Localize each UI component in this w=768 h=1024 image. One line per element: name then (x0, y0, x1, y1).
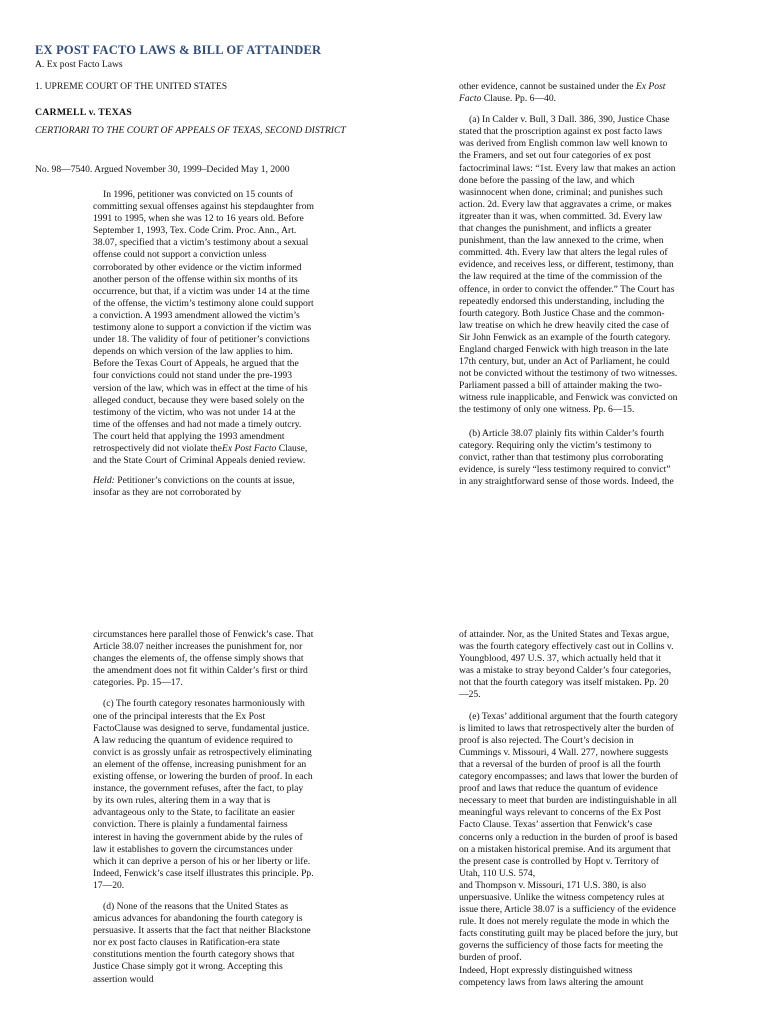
case-name: CARMELL v. TEXAS (35, 107, 132, 118)
text-run: other evidence, cannot be sustained under the (459, 81, 636, 92)
paragraph-e-end: Indeed, Hopt expressly distinguished witness competency laws from laws altering the amount (459, 964, 644, 988)
continued-paragraph: circumstances here parallel those of Fenwick’s case. That Article 38.07 neither increases the punishment for, nor changes the elements of, the offense simply shows that the amendment does not fit within Calder’s first or third categories. Pp. 15—17. (93, 629, 314, 689)
court-heading: 1. UPREME COURT OF THE UNITED STATES (35, 81, 228, 92)
paragraph-a: (a) In Calder v. Bull, 3 Dall. 386, 390, Justice Chase stated that the proscription against ex post facto laws was derived from English common law well known to the Framers, and set out four categories of ex post factocriminal laws: “1st. Every law that makes an action done before the passing of the law, and which wasinnocent when done, criminal; and punishes such action. 2d. Every law that aggravates a crime, or makes itgreater than it was, when committed. 3d. Every law that changes the punishment, and inflicts a greater punishment, than the law annexed to the crime, when committed. 4th. Every law that alters the legal rules of evidence, and receives less, or different, testimony, than the law required at the time of the commission of the offence, in order to convict the offender.” The Court has repeatedly endorsed this understanding, including the fourth category. Both Justice Chase and the common-law treatise on which he drew heavily cited the case of Sir John Fenwick as an example of the fourth category. England charged Fenwick with high treason in the late 17th century, but, under an Act of Parliament, he could not be convicted without the testimony of two witnesses. Parliament passed a bill of attainder making the two-witness rule inapplicable, and Fenwick was convicted on the testimony of only one witness. Pp. 6—15. (459, 114, 678, 416)
syllabus-top-left (93, 189, 314, 499)
continued-paragraph (459, 81, 678, 105)
section-subtitle: A. Ex post Facto Laws (35, 59, 123, 70)
syllabus-text-end: Clause, and the State Court of Criminal Appeals denied review. (93, 442, 308, 467)
syllabus-paragraph (93, 189, 314, 467)
paragraph-c: (c) The fourth category resonates harmoniously with one of the principal interests that the Ex Post FactoClause was designed to serve, fundamental justice. A law reducing the quantum of evidence required to convict is as grossly unfair as retrospectively eliminating an element of the offense, increasing punishment for an existing offense, or lowering the burden of proof. In each instance, the government refuses, after the fact, to play by its own rules, altering them in a way that is advantageous only to the State, to facilitate an easier conviction. There is plainly a fundamental fairness interest in having the government abide by the rules of law it establishes to govern the circumstances under which it can deprive a person of his or her liberty or life. Indeed, Fenwick’s case itself illustrates this principle. Pp. 17—20. (93, 698, 314, 891)
syllabus-top-right (459, 81, 678, 488)
held-paragraph (93, 475, 314, 499)
syllabus-text: In 1996, petitioner was convicted on 15 counts of committing sexual offenses against his stepdaughter from 1991 to 1995, when she was 12 to 16 years old. Before September 1, 1993, Tex. Code Crim. Proc. Ann., Art. 38.07, specified that a victim’s testimony about a sexual offense could not support a conviction unless corroborated by other evidence or the victim informed another person of the offense within six months of its occurrence, but that, if a victim was under 14 at the time of the offense, the victim’s testimony alone could support a conviction. A 1993 amendment allowed the victim’s testimony alone to support a conviction if the victim was under 18. The validity of four of petitioner’s convictions depends on which version of the law applies to him. Before the Texas Court of Appeals, he argued that the four convictions could not stand under the pre-1993 version of the law, which was in effect at the time of his alleged conduct, because they were based solely on the testimony of the victim, who was not under 14 at the time of the offenses and had not made a timely outcry. The court held that applying the 1993 amendment retrospectively did not violate the (93, 189, 314, 454)
document-title: EX POST FACTO LAWS & BILL OF ATTAINDER (35, 43, 322, 57)
paragraph-e: (e) Texas’ additional argument that the fourth category is limited to laws that retrospectively alter the burden of proof is also rejected. The Court’s decision in Cummings v. Missouri, 4 Wall. 277, nowhere suggests that a reversal of the burden of proof is all the fourth category encompasses; and laws that lower the burden of proof and laws that reduce the quantum of evidence necessary to meet that burden are indistinguishable in all meaningful ways relevant to concerns of the Ex Post Facto Clause. Texas’ assertion that Fenwick’s case concerns only a reduction in the burden of proof is based on a mistaken historical premise. And its argument that the present case is controlled by Hopt v. Territory of Utah, 110 U.S. 574, (459, 710, 678, 879)
paragraph-b: (b) Article 38.07 plainly fits within Calder’s fourth category. Requiring only the victim’s testimony to convict, rather than that testimony plus corroborating evidence, is surely “less testimony required to convict” in any straightforward sense of those words. Indeed, the (459, 427, 674, 487)
syllabus-bottom-left (93, 629, 314, 986)
held-label: Held: (93, 475, 115, 487)
text-run: Clause. Pp. 6—40. (481, 93, 557, 105)
italic-run: Ex Post Facto (459, 81, 666, 105)
certiorari-line: CERTIORARI TO THE COURT OF APPEALS OF TEXAS, SECOND DISTRICT (35, 125, 346, 136)
held-text: Petitioner’s convictions on the counts at issue, insofar as they are not corroborated by (93, 475, 295, 499)
paragraph-e-continued: and Thompson v. Missouri, 171 U.S. 380, is also unpersuasive. Unlike the witness competency rules at issue there, Article 38.07 is a sufficiency of the evidence rule. It does not merely regulate the mode in which the facts constituting guilt may be placed before the jury, but governs the sufficiency of those facts for meeting the burden of proof. (459, 879, 678, 964)
docket-line: No. 98—7540. Argued November 30, 1999–Decided May 1, 2000 (35, 164, 290, 175)
syllabus-italic: Ex Post Facto (221, 442, 277, 454)
syllabus-bottom-right (459, 629, 678, 989)
paragraph-d: (d) None of the reasons that the United States as amicus advances for abandoning the fourth category is persuasive. It asserts that the fact that neither Blackstone nor ex post facto clauses in Ratification-era state constitutions mention the fourth category shows that Justice Chase simply got it wrong. Accepting this assertion would (93, 900, 311, 985)
continued-paragraph: of attainder. Nor, as the United States and Texas argue, was the fourth category effectively cast out in Collins v. Youngblood, 497 U.S. 37, which actually held that it was a mistake to stray beyond Calder’s four categories, not that the fourth category was itself mistaken. Pp. 20—25. (459, 629, 674, 701)
